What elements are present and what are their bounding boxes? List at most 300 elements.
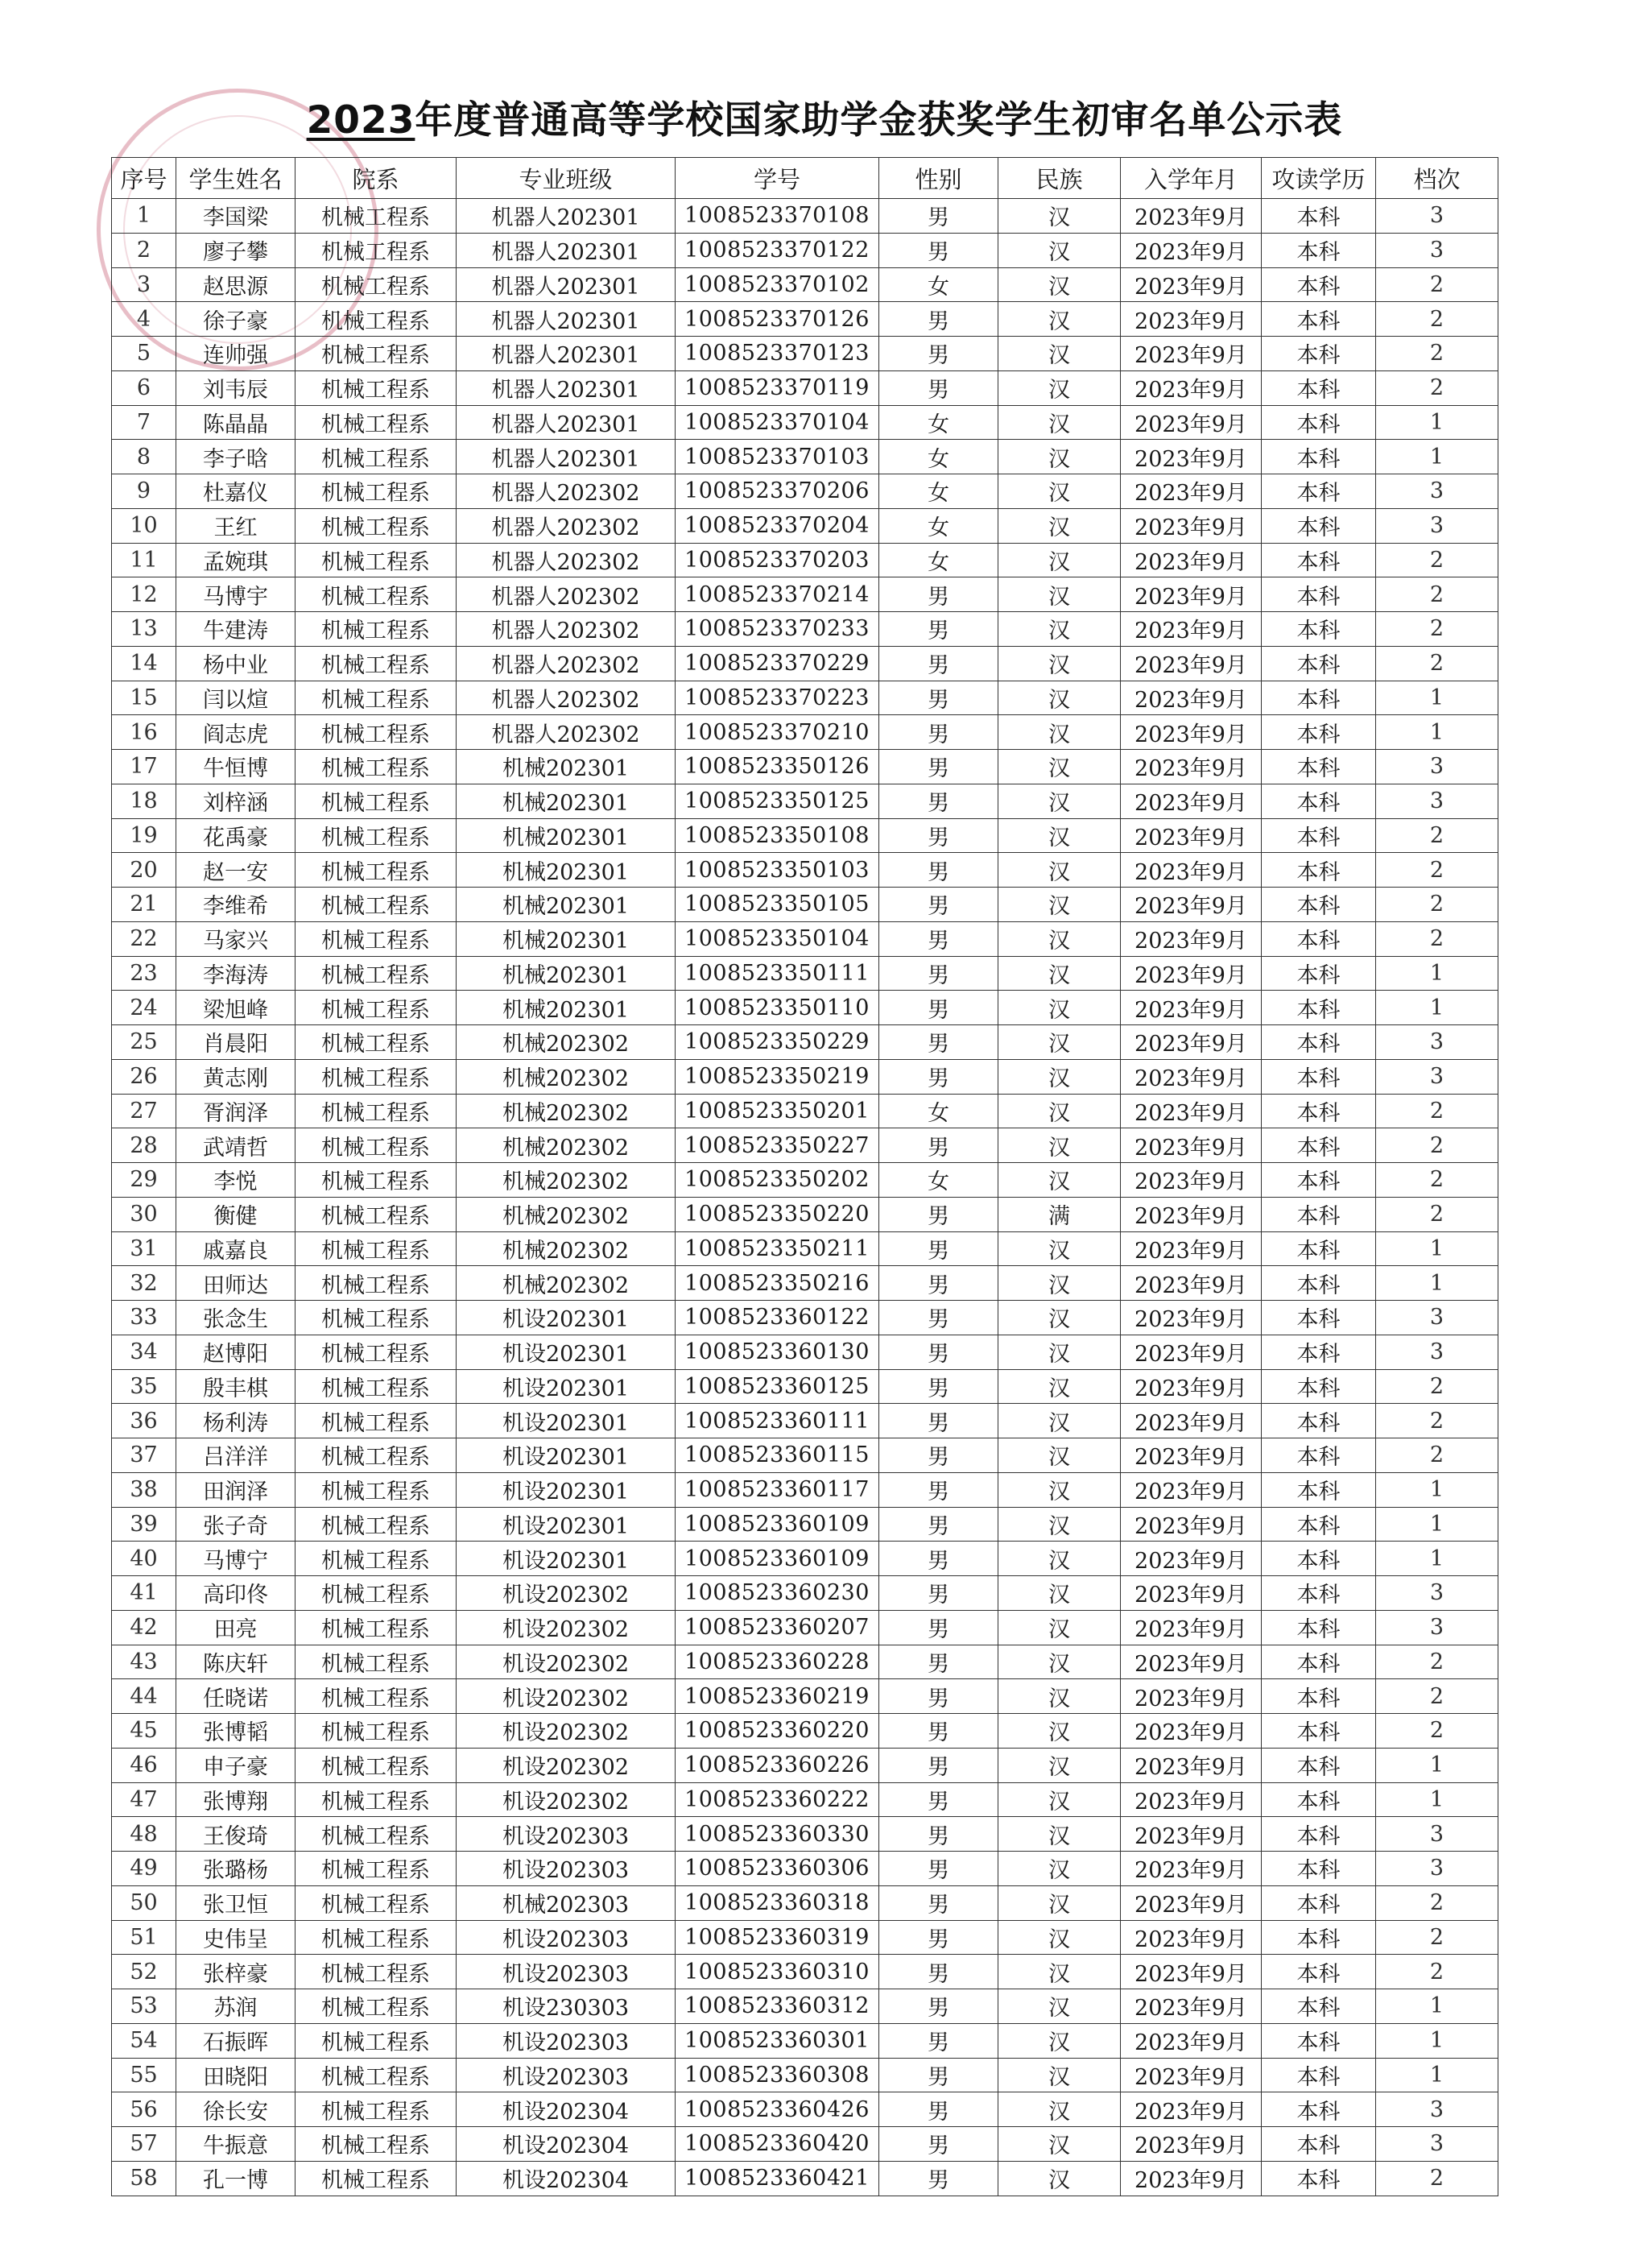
degree-level-cell: 本科 [1262, 543, 1376, 577]
student-name-cell: 牛振意 [176, 2127, 295, 2162]
major-class-cell: 机设202302 [457, 1610, 676, 1645]
student-id-cell: 1008523360207 [676, 1610, 879, 1645]
enrollment-date-cell: 2023年9月 [1121, 750, 1262, 784]
enrollment-date-cell: 2023年9月 [1121, 1404, 1262, 1438]
degree-level-cell: 本科 [1262, 1025, 1376, 1060]
major-class-cell: 机设202304 [457, 2161, 676, 2196]
gender-cell: 男 [879, 199, 998, 234]
department-cell: 机械工程系 [295, 1576, 457, 1611]
table-row [112, 1748, 1498, 1782]
degree-level-cell: 本科 [1262, 1714, 1376, 1749]
gender-cell: 男 [879, 1989, 998, 2024]
enrollment-date-cell: 2023年9月 [1121, 2127, 1262, 2162]
major-class-cell: 机设202303 [457, 1955, 676, 1989]
gender-cell: 女 [879, 267, 998, 302]
degree-level-cell: 本科 [1262, 1817, 1376, 1852]
row-number-cell: 27 [112, 1094, 176, 1128]
table-body [112, 199, 1498, 2196]
enrollment-date-cell: 2023年9月 [1121, 1128, 1262, 1163]
grant-tier-cell: 1 [1376, 681, 1498, 715]
grant-tier-cell: 3 [1376, 1817, 1498, 1852]
gender-cell: 男 [879, 1025, 998, 1060]
degree-level-cell: 本科 [1262, 612, 1376, 647]
department-cell: 机械工程系 [295, 1197, 457, 1231]
row-number-cell: 51 [112, 1920, 176, 1955]
gender-cell: 男 [879, 818, 998, 853]
table-row [112, 577, 1498, 612]
grant-tier-cell: 2 [1376, 818, 1498, 853]
major-class-cell: 机械202302 [457, 1266, 676, 1301]
student-name-cell: 李悦 [176, 1163, 295, 1198]
student-id-cell: 1008523360130 [676, 1335, 879, 1369]
degree-level-cell: 本科 [1262, 956, 1376, 991]
grant-tier-cell: 1 [1376, 405, 1498, 440]
major-class-cell: 机设202303 [457, 2058, 676, 2092]
gender-cell: 男 [879, 2127, 998, 2162]
department-cell: 机械工程系 [295, 1610, 457, 1645]
enrollment-date-cell: 2023年9月 [1121, 508, 1262, 543]
grant-tier-cell: 2 [1376, 1197, 1498, 1231]
grant-tier-cell: 2 [1376, 337, 1498, 371]
row-number-cell: 45 [112, 1714, 176, 1749]
degree-level-cell: 本科 [1262, 1094, 1376, 1128]
table-row [112, 750, 1498, 784]
ethnicity-cell: 汉 [998, 1782, 1121, 1817]
department-cell: 机械工程系 [295, 1645, 457, 1679]
table-row [112, 233, 1498, 267]
enrollment-date-cell: 2023年9月 [1121, 1989, 1262, 2024]
gender-cell: 男 [879, 1197, 998, 1231]
degree-level-cell: 本科 [1262, 921, 1376, 956]
grant-tier-cell: 1 [1376, 1542, 1498, 1576]
student-name-cell: 武靖哲 [176, 1128, 295, 1163]
grant-tier-cell: 2 [1376, 1955, 1498, 1989]
enrollment-date-cell: 2023年9月 [1121, 1748, 1262, 1782]
gender-cell: 男 [879, 1576, 998, 1611]
enrollment-date-cell: 2023年9月 [1121, 543, 1262, 577]
gender-cell: 男 [879, 715, 998, 750]
department-cell: 机械工程系 [295, 577, 457, 612]
department-cell: 机械工程系 [295, 956, 457, 991]
ethnicity-cell: 汉 [998, 1852, 1121, 1886]
grant-tier-cell: 3 [1376, 1852, 1498, 1886]
student-name-cell: 马博宇 [176, 577, 295, 612]
table-row [112, 2058, 1498, 2092]
student-id-cell: 1008523360115 [676, 1438, 879, 1473]
student-name-cell: 赵思源 [176, 267, 295, 302]
row-number-cell: 58 [112, 2161, 176, 2196]
gender-cell: 男 [879, 1404, 998, 1438]
student-id-cell: 1008523360125 [676, 1369, 879, 1404]
student-id-cell: 1008523350104 [676, 921, 879, 956]
major-class-cell: 机器人202301 [457, 302, 676, 337]
enrollment-date-cell: 2023年9月 [1121, 1885, 1262, 1920]
degree-level-cell: 本科 [1262, 267, 1376, 302]
grant-tier-cell: 1 [1376, 956, 1498, 991]
ethnicity-cell: 满 [998, 1197, 1121, 1231]
ethnicity-cell: 汉 [998, 2092, 1121, 2127]
ethnicity-cell: 汉 [998, 784, 1121, 818]
table-row [112, 302, 1498, 337]
student-id-cell: 1008523350227 [676, 1128, 879, 1163]
row-number-cell: 22 [112, 921, 176, 956]
gender-cell: 男 [879, 2058, 998, 2092]
student-name-cell: 陈晶晶 [176, 405, 295, 440]
ethnicity-cell: 汉 [998, 921, 1121, 956]
degree-level-cell: 本科 [1262, 1989, 1376, 2024]
department-cell: 机械工程系 [295, 543, 457, 577]
ethnicity-cell: 汉 [998, 1645, 1121, 1679]
header-cell: 民族 [998, 158, 1121, 199]
grant-tier-cell: 2 [1376, 888, 1498, 922]
major-class-cell: 机械202301 [457, 784, 676, 818]
enrollment-date-cell: 2023年9月 [1121, 715, 1262, 750]
major-class-cell: 机器人202301 [457, 267, 676, 302]
enrollment-date-cell: 2023年9月 [1121, 1094, 1262, 1128]
ethnicity-cell: 汉 [998, 302, 1121, 337]
grant-tier-cell: 3 [1376, 508, 1498, 543]
row-number-cell: 31 [112, 1231, 176, 1266]
student-id-cell: 1008523370122 [676, 233, 879, 267]
row-number-cell: 28 [112, 1128, 176, 1163]
row-number-cell: 18 [112, 784, 176, 818]
row-number-cell: 8 [112, 440, 176, 474]
grant-tier-cell: 2 [1376, 1369, 1498, 1404]
student-id-cell: 1008523360421 [676, 2161, 879, 2196]
student-name-cell: 马家兴 [176, 921, 295, 956]
student-id-cell: 1008523360301 [676, 2023, 879, 2058]
table-row [112, 1438, 1498, 1473]
major-class-cell: 机设202302 [457, 1576, 676, 1611]
department-cell: 机械工程系 [295, 2092, 457, 2127]
ethnicity-cell: 汉 [998, 337, 1121, 371]
department-cell: 机械工程系 [295, 1955, 457, 1989]
grant-tier-cell: 1 [1376, 991, 1498, 1025]
degree-level-cell: 本科 [1262, 199, 1376, 234]
enrollment-date-cell: 2023年9月 [1121, 1782, 1262, 1817]
ethnicity-cell: 汉 [998, 888, 1121, 922]
student-id-cell: 1008523360308 [676, 2058, 879, 2092]
grant-tier-cell: 2 [1376, 921, 1498, 956]
enrollment-date-cell: 2023年9月 [1121, 991, 1262, 1025]
table-row [112, 543, 1498, 577]
ethnicity-cell: 汉 [998, 2058, 1121, 2092]
enrollment-date-cell: 2023年9月 [1121, 1507, 1262, 1542]
student-id-cell: 1008523350202 [676, 1163, 879, 1198]
enrollment-date-cell: 2023年9月 [1121, 1817, 1262, 1852]
student-id-cell: 1008523370123 [676, 337, 879, 371]
student-id-cell: 1008523370119 [676, 370, 879, 405]
degree-level-cell: 本科 [1262, 1231, 1376, 1266]
table-row [112, 1163, 1498, 1198]
row-number-cell: 46 [112, 1748, 176, 1782]
row-number-cell: 52 [112, 1955, 176, 1989]
major-class-cell: 机械202303 [457, 1885, 676, 1920]
table-header-row [112, 158, 1498, 199]
student-name-cell: 殷丰棋 [176, 1369, 295, 1404]
major-class-cell: 机器人202301 [457, 405, 676, 440]
student-id-cell: 1008523360226 [676, 1748, 879, 1782]
department-cell: 机械工程系 [295, 1507, 457, 1542]
student-id-cell: 1008523360330 [676, 1817, 879, 1852]
major-class-cell: 机器人202301 [457, 440, 676, 474]
department-cell: 机械工程系 [295, 1885, 457, 1920]
table-row [112, 1817, 1498, 1852]
ethnicity-cell: 汉 [998, 956, 1121, 991]
degree-level-cell: 本科 [1262, 440, 1376, 474]
grant-tier-cell: 2 [1376, 853, 1498, 888]
department-cell: 机械工程系 [295, 1679, 457, 1714]
gender-cell: 女 [879, 474, 998, 509]
department-cell: 机械工程系 [295, 1369, 457, 1404]
degree-level-cell: 本科 [1262, 1472, 1376, 1507]
row-number-cell: 12 [112, 577, 176, 612]
table-row [112, 1610, 1498, 1645]
major-class-cell: 机设202301 [457, 1369, 676, 1404]
ethnicity-cell: 汉 [998, 1369, 1121, 1404]
student-id-cell: 1008523370229 [676, 646, 879, 681]
row-number-cell: 32 [112, 1266, 176, 1301]
ethnicity-cell: 汉 [998, 1128, 1121, 1163]
gender-cell: 男 [879, 1507, 998, 1542]
ethnicity-cell: 汉 [998, 853, 1121, 888]
student-name-cell: 陈庆轩 [176, 1645, 295, 1679]
table-row [112, 612, 1498, 647]
gender-cell: 男 [879, 1438, 998, 1473]
student-id-cell: 1008523360318 [676, 1885, 879, 1920]
major-class-cell: 机设202302 [457, 1645, 676, 1679]
student-id-cell: 1008523370103 [676, 440, 879, 474]
student-id-cell: 1008523370223 [676, 681, 879, 715]
student-id-cell: 1008523360312 [676, 1989, 879, 2024]
table-row [112, 1025, 1498, 1060]
major-class-cell: 机设202304 [457, 2092, 676, 2127]
enrollment-date-cell: 2023年9月 [1121, 302, 1262, 337]
student-id-cell: 1008523350110 [676, 991, 879, 1025]
degree-level-cell: 本科 [1262, 2058, 1376, 2092]
student-name-cell: 李国梁 [176, 199, 295, 234]
major-class-cell: 机械202301 [457, 888, 676, 922]
enrollment-date-cell: 2023年9月 [1121, 440, 1262, 474]
enrollment-date-cell: 2023年9月 [1121, 1542, 1262, 1576]
student-id-cell: 1008523360426 [676, 2092, 879, 2127]
table-row [112, 267, 1498, 302]
major-class-cell: 机设202303 [457, 2023, 676, 2058]
department-cell: 机械工程系 [295, 1335, 457, 1369]
row-number-cell: 14 [112, 646, 176, 681]
degree-level-cell: 本科 [1262, 1301, 1376, 1335]
table-row [112, 1885, 1498, 1920]
major-class-cell: 机械202301 [457, 956, 676, 991]
enrollment-date-cell: 2023年9月 [1121, 405, 1262, 440]
ethnicity-cell: 汉 [998, 233, 1121, 267]
department-cell: 机械工程系 [295, 921, 457, 956]
degree-level-cell: 本科 [1262, 784, 1376, 818]
table-row [112, 1059, 1498, 1094]
grant-tier-cell: 2 [1376, 1645, 1498, 1679]
student-name-cell: 李子晗 [176, 440, 295, 474]
student-name-cell: 吕洋洋 [176, 1438, 295, 1473]
enrollment-date-cell: 2023年9月 [1121, 818, 1262, 853]
student-name-cell: 阎志虎 [176, 715, 295, 750]
department-cell: 机械工程系 [295, 1748, 457, 1782]
enrollment-date-cell: 2023年9月 [1121, 646, 1262, 681]
row-number-cell: 2 [112, 233, 176, 267]
degree-level-cell: 本科 [1262, 1885, 1376, 1920]
ethnicity-cell: 汉 [998, 991, 1121, 1025]
header-cell: 攻读学历 [1262, 158, 1376, 199]
table-row [112, 508, 1498, 543]
gender-cell: 男 [879, 1817, 998, 1852]
gender-cell: 男 [879, 1610, 998, 1645]
student-name-cell: 张博韬 [176, 1714, 295, 1749]
grant-tier-cell: 3 [1376, 1059, 1498, 1094]
ethnicity-cell: 汉 [998, 1266, 1121, 1301]
major-class-cell: 机设202303 [457, 1817, 676, 1852]
grant-tier-cell: 3 [1376, 199, 1498, 234]
department-cell: 机械工程系 [295, 1163, 457, 1198]
department-cell: 机械工程系 [295, 1438, 457, 1473]
gender-cell: 男 [879, 888, 998, 922]
row-number-cell: 1 [112, 199, 176, 234]
ethnicity-cell: 汉 [998, 1507, 1121, 1542]
ethnicity-cell: 汉 [998, 1817, 1121, 1852]
gender-cell: 男 [879, 2023, 998, 2058]
grant-tier-cell: 2 [1376, 1404, 1498, 1438]
student-id-cell: 1008523370233 [676, 612, 879, 647]
grant-tier-cell: 2 [1376, 302, 1498, 337]
gender-cell: 男 [879, 1782, 998, 1817]
grant-tier-cell: 2 [1376, 1885, 1498, 1920]
student-name-cell: 张卫恒 [176, 1885, 295, 1920]
gender-cell: 男 [879, 1472, 998, 1507]
header-cell: 性别 [879, 158, 998, 199]
enrollment-date-cell: 2023年9月 [1121, 2092, 1262, 2127]
table-row [112, 2161, 1498, 2196]
degree-level-cell: 本科 [1262, 715, 1376, 750]
degree-level-cell: 本科 [1262, 1679, 1376, 1714]
gender-cell: 女 [879, 543, 998, 577]
row-number-cell: 21 [112, 888, 176, 922]
major-class-cell: 机器人202302 [457, 474, 676, 509]
major-class-cell: 机械202301 [457, 991, 676, 1025]
major-class-cell: 机械202301 [457, 818, 676, 853]
ethnicity-cell: 汉 [998, 474, 1121, 509]
gender-cell: 男 [879, 1679, 998, 1714]
major-class-cell: 机器人202302 [457, 508, 676, 543]
gender-cell: 男 [879, 1542, 998, 1576]
ethnicity-cell: 汉 [998, 1472, 1121, 1507]
major-class-cell: 机器人202302 [457, 681, 676, 715]
grant-tier-cell: 1 [1376, 2058, 1498, 2092]
gender-cell: 男 [879, 2161, 998, 2196]
enrollment-date-cell: 2023年9月 [1121, 1163, 1262, 1198]
ethnicity-cell: 汉 [998, 1920, 1121, 1955]
degree-level-cell: 本科 [1262, 853, 1376, 888]
grant-tier-cell: 2 [1376, 612, 1498, 647]
row-number-cell: 19 [112, 818, 176, 853]
row-number-cell: 15 [112, 681, 176, 715]
row-number-cell: 39 [112, 1507, 176, 1542]
enrollment-date-cell: 2023年9月 [1121, 370, 1262, 405]
grant-tier-cell: 3 [1376, 1576, 1498, 1611]
row-number-cell: 5 [112, 337, 176, 371]
gender-cell: 男 [879, 2092, 998, 2127]
department-cell: 机械工程系 [295, 1025, 457, 1060]
degree-level-cell: 本科 [1262, 1128, 1376, 1163]
grant-tier-cell: 2 [1376, 370, 1498, 405]
row-number-cell: 54 [112, 2023, 176, 2058]
header-cell: 学生姓名 [176, 158, 295, 199]
department-cell: 机械工程系 [295, 1059, 457, 1094]
degree-level-cell: 本科 [1262, 577, 1376, 612]
table-row [112, 2127, 1498, 2162]
student-name-cell: 史伟呈 [176, 1920, 295, 1955]
table-row [112, 853, 1498, 888]
student-id-cell: 1008523370203 [676, 543, 879, 577]
grant-tier-cell: 1 [1376, 1782, 1498, 1817]
enrollment-date-cell: 2023年9月 [1121, 784, 1262, 818]
ethnicity-cell: 汉 [998, 1885, 1121, 1920]
enrollment-date-cell: 2023年9月 [1121, 1645, 1262, 1679]
department-cell: 机械工程系 [295, 784, 457, 818]
enrollment-date-cell: 2023年9月 [1121, 199, 1262, 234]
title-year: 2023 [306, 98, 415, 143]
enrollment-date-cell: 2023年9月 [1121, 1576, 1262, 1611]
major-class-cell: 机械202302 [457, 1128, 676, 1163]
grant-tier-cell: 1 [1376, 1231, 1498, 1266]
degree-level-cell: 本科 [1262, 1369, 1376, 1404]
degree-level-cell: 本科 [1262, 1955, 1376, 1989]
row-number-cell: 24 [112, 991, 176, 1025]
department-cell: 机械工程系 [295, 337, 457, 371]
major-class-cell: 机械202302 [457, 1094, 676, 1128]
table-row [112, 1989, 1498, 2024]
degree-level-cell: 本科 [1262, 337, 1376, 371]
student-id-cell: 1008523360117 [676, 1472, 879, 1507]
ethnicity-cell: 汉 [998, 1576, 1121, 1611]
table-row [112, 1576, 1498, 1611]
header-cell: 专业班级 [457, 158, 676, 199]
grant-tier-cell: 2 [1376, 1679, 1498, 1714]
degree-level-cell: 本科 [1262, 991, 1376, 1025]
table-row [112, 337, 1498, 371]
enrollment-date-cell: 2023年9月 [1121, 1197, 1262, 1231]
student-name-cell: 刘韦辰 [176, 370, 295, 405]
gender-cell: 女 [879, 405, 998, 440]
enrollment-date-cell: 2023年9月 [1121, 888, 1262, 922]
table-row [112, 1507, 1498, 1542]
row-number-cell: 11 [112, 543, 176, 577]
degree-level-cell: 本科 [1262, 508, 1376, 543]
student-id-cell: 1008523350216 [676, 1266, 879, 1301]
row-number-cell: 20 [112, 853, 176, 888]
student-name-cell: 石振晖 [176, 2023, 295, 2058]
degree-level-cell: 本科 [1262, 681, 1376, 715]
degree-level-cell: 本科 [1262, 1507, 1376, 1542]
enrollment-date-cell: 2023年9月 [1121, 1266, 1262, 1301]
department-cell: 机械工程系 [295, 646, 457, 681]
ethnicity-cell: 汉 [998, 1163, 1121, 1198]
table-row [112, 1645, 1498, 1679]
student-id-cell: 1008523350201 [676, 1094, 879, 1128]
grant-tier-cell: 3 [1376, 474, 1498, 509]
row-number-cell: 13 [112, 612, 176, 647]
gender-cell: 男 [879, 956, 998, 991]
student-name-cell: 肖晨阳 [176, 1025, 295, 1060]
enrollment-date-cell: 2023年9月 [1121, 577, 1262, 612]
student-name-cell: 赵博阳 [176, 1335, 295, 1369]
